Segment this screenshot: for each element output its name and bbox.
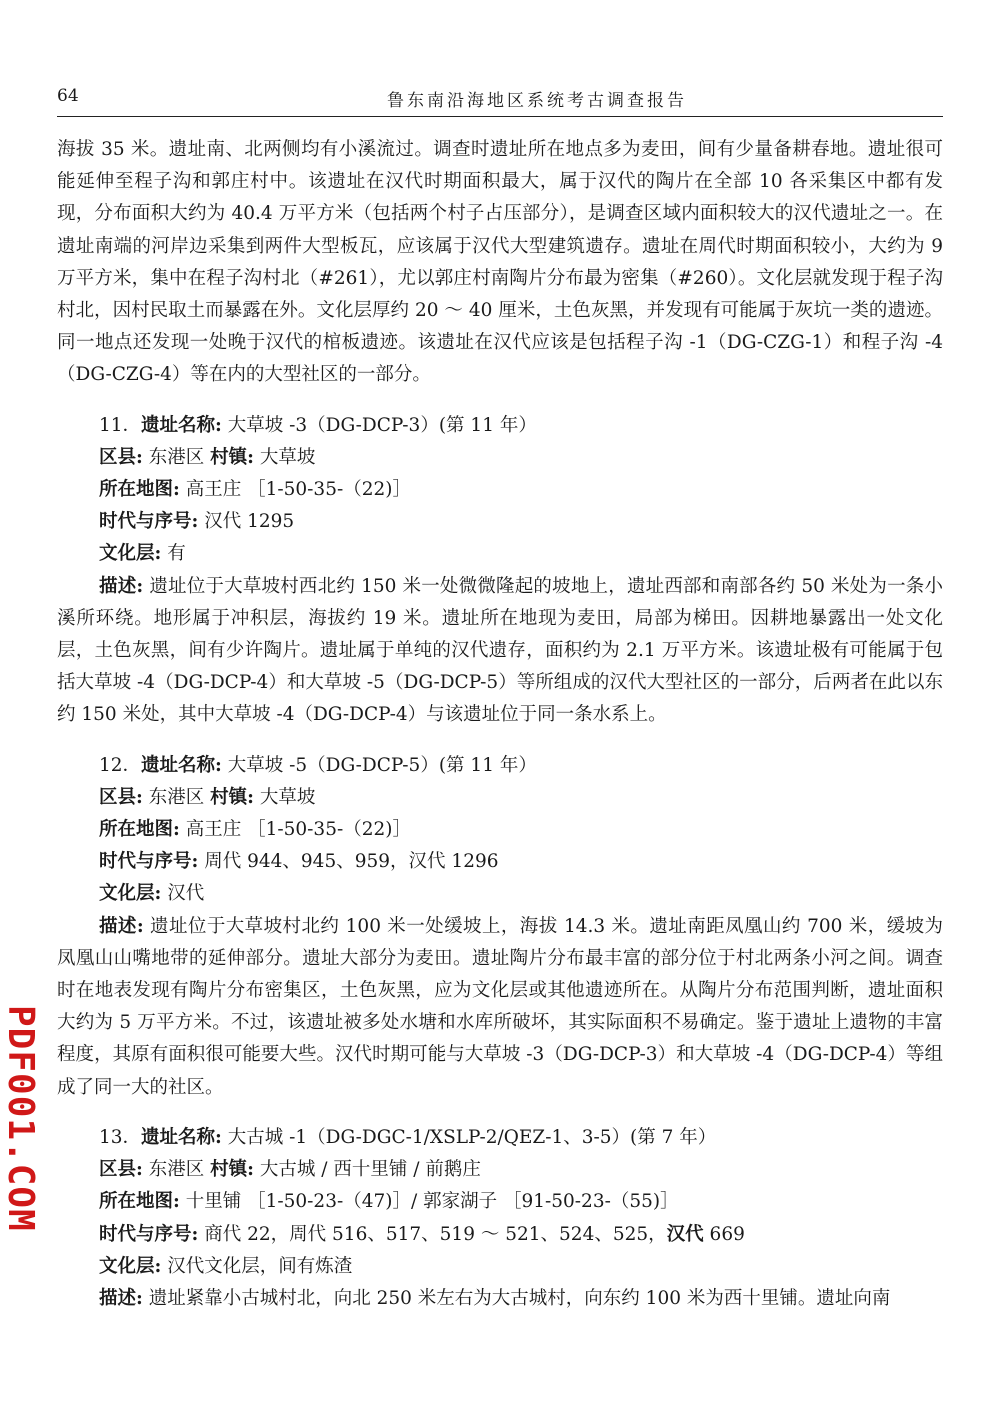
period-value: 周代 944、945、959，汉代 1296: [198, 851, 499, 873]
entry-description: [57, 1283, 943, 1315]
entry-layer-line: [57, 1251, 943, 1283]
map-value: 十里铺 ［1-50-23-（47)］/ 郭家湖子 ［91-50-23-（55)］: [179, 1191, 679, 1213]
county-value: 东港区: [142, 446, 211, 468]
watermark-text: PDF001.COM: [0, 1005, 41, 1232]
running-header: [57, 82, 943, 117]
county-label: 区县:: [99, 1159, 143, 1181]
layer-label: 文化层:: [99, 1255, 162, 1277]
layer-value: 汉代: [161, 883, 205, 905]
name-label: 遗址名称:: [141, 754, 222, 776]
map-value: 高王庄 ［1-50-35-（22)］: [179, 479, 411, 501]
village-value: 大古城 / 西十里铺 / 前鹅庄: [253, 1159, 481, 1181]
layer-value: 有: [161, 543, 186, 565]
period-label: 时代与序号:: [99, 1223, 199, 1245]
watermark-logo: [0, 1005, 40, 1275]
entry-name-line: [57, 410, 943, 442]
map-value: 高王庄 ［1-50-35-（22)］: [179, 819, 411, 841]
entry-location-line: [57, 782, 943, 814]
entry-period-line: [57, 1219, 943, 1251]
entry-number: 11．: [99, 414, 142, 436]
map-label: 所在地图:: [99, 1191, 180, 1213]
entry-layer-line: [57, 878, 943, 910]
period-value: 商代 22，周代 516、517、519 ～ 521、524、525，: [198, 1223, 667, 1245]
running-title: 鲁东南沿海地区系统考古调查报告: [387, 91, 687, 111]
layer-value: 汉代文化层，间有炼渣: [161, 1255, 353, 1277]
map-label: 所在地图:: [99, 819, 180, 841]
site-name: 大草坡 -5（DG-DCP-5）(第 11 年）: [221, 754, 537, 776]
entry-location-line: [57, 442, 943, 474]
desc-label: 描述:: [99, 1287, 143, 1309]
county-label: 区县:: [99, 786, 143, 808]
desc-label: 描述:: [99, 915, 144, 937]
name-label: 遗址名称:: [141, 414, 222, 436]
site-name: 大古城 -1（DG-DGC-1/XSLP-2/QEZ-1、3-5）(第 7 年）: [221, 1126, 717, 1148]
entry-map-line: [57, 1186, 943, 1218]
period-tail: 669: [703, 1223, 745, 1245]
county-label: 区县:: [99, 446, 143, 468]
entry-number: 13．: [99, 1126, 142, 1148]
entry-name-line: [57, 1122, 943, 1154]
site-entry-12: [57, 750, 943, 1104]
layer-label: 文化层:: [99, 883, 162, 905]
intro-paragraph: 海拔 35 米。遗址南、北两侧均有小溪流过。调查时遗址所在地点多为麦田，间有少量备耕春地。遗址很可能延伸至程子沟和郭庄村中。该遗址在汉代时期面积最大，属于汉代的陶片在全部 10 各采集区中都有发现，分布面积大约为 40.4 万平方米（包括两个村子占压部分），是调查区域内面积较大的汉代遗址之一。在遗址南端的河岸边采集到两件大型板瓦，应该属于汉代大型建筑遗存。遗址在周代时期面积较小，大约为 9 万平方米，集中在程子沟村北（#261），尤以郭庄村南陶片分布最为密集（#260）。文化层就发现于程子沟村北，因村民取土而暴露在外。文化层厚约 20 ～ 40 厘米，土色灰黑，并发现有可能属于灰坑一类的遗迹。同一地点还发现一处晚于汉代的棺板遗迹。该遗址在汉代应该是包括程子沟 -1（DG-CZG-1）和程子沟 -4（DG-CZG-4）等在内的大型社区的一部分。: [57, 139, 943, 386]
county-value: 东港区: [142, 1159, 211, 1181]
desc-label: 描述:: [99, 575, 144, 597]
village-value: 大草坡: [253, 786, 316, 808]
period-label: 时代与序号:: [99, 851, 199, 873]
village-label: 村镇:: [210, 786, 254, 808]
village-value: 大草坡: [253, 446, 316, 468]
entry-location-line: [57, 1154, 943, 1186]
site-name: 大草坡 -3（DG-DCP-3）(第 11 年）: [221, 414, 537, 436]
village-label: 村镇:: [210, 1159, 254, 1181]
entry-period-line: [57, 846, 943, 878]
desc-value: 遗址位于大草坡村北约 100 米一处缓坡上，海拔 14.3 米。遗址南距凤凰山约 700 米，缓坡为凤凰山山嘴地带的延伸部分。遗址大部分为麦田。遗址陶片分布最丰富的部分位于村北两条小河之间。调查时在地表发现有陶片分布密集区，土色灰黑，应为文化层或其他遗迹所在。从陶片分布范围判断，遗址面积大约为 5 万平方米。不过，该遗址被多处水塘和水库所破坏，其实际面积不易确定。鉴于遗址上遗物的丰富程度，其原有面积很可能要大些。汉代时期可能与大草坡 -3（DG-DCP-3）和大草坡 -4（DG-DCP-4）等组成了同一大的社区。: [57, 915, 943, 1098]
entry-description: [57, 911, 943, 1104]
period-bold: 汉代: [666, 1223, 704, 1245]
entry-name-line: [57, 750, 943, 782]
entry-map-line: [57, 814, 943, 846]
entry-description: [57, 571, 943, 732]
period-value: 汉代 1295: [198, 511, 295, 533]
entry-map-line: [57, 474, 943, 506]
period-label: 时代与序号:: [99, 511, 199, 533]
body-text: [57, 134, 943, 1315]
county-value: 东港区: [142, 786, 211, 808]
entry-number: 12．: [99, 754, 142, 776]
map-label: 所在地图:: [99, 479, 180, 501]
village-label: 村镇:: [210, 446, 254, 468]
site-entry-11: [57, 410, 943, 732]
entry-layer-line: [57, 538, 943, 570]
layer-label: 文化层:: [99, 543, 162, 565]
site-entry-13: [57, 1122, 943, 1315]
name-label: 遗址名称:: [141, 1126, 222, 1148]
entry-period-line: [57, 506, 943, 538]
desc-value: 遗址位于大草坡村西北约 150 米一处微微隆起的坡地上，遗址西部和南部各约 50 米处为一条小溪所环绕。地形属于冲积层，海拔约 19 米。遗址所在地现为麦田，局部为梯田。因耕地暴露出一处文化层，土色灰黑，间有少许陶片。遗址属于单纯的汉代遗存，面积约为 2.1 万平方米。该遗址极有可能属于包括大草坡 -4（DG-DCP-4）和大草坡 -5（DG-DCP-5）等所组成的汉代大型社区的一部分，后两者在此以东约 150 米处，其中大草坡 -4（DG-DCP-4）与该遗址位于同一条水系上。: [57, 575, 943, 726]
desc-value: 遗址紧靠小古城村北，向北 250 米左右为大古城村，向东约 100 米为西十里铺。遗址向南: [142, 1287, 891, 1309]
page-number: 64: [57, 86, 79, 106]
